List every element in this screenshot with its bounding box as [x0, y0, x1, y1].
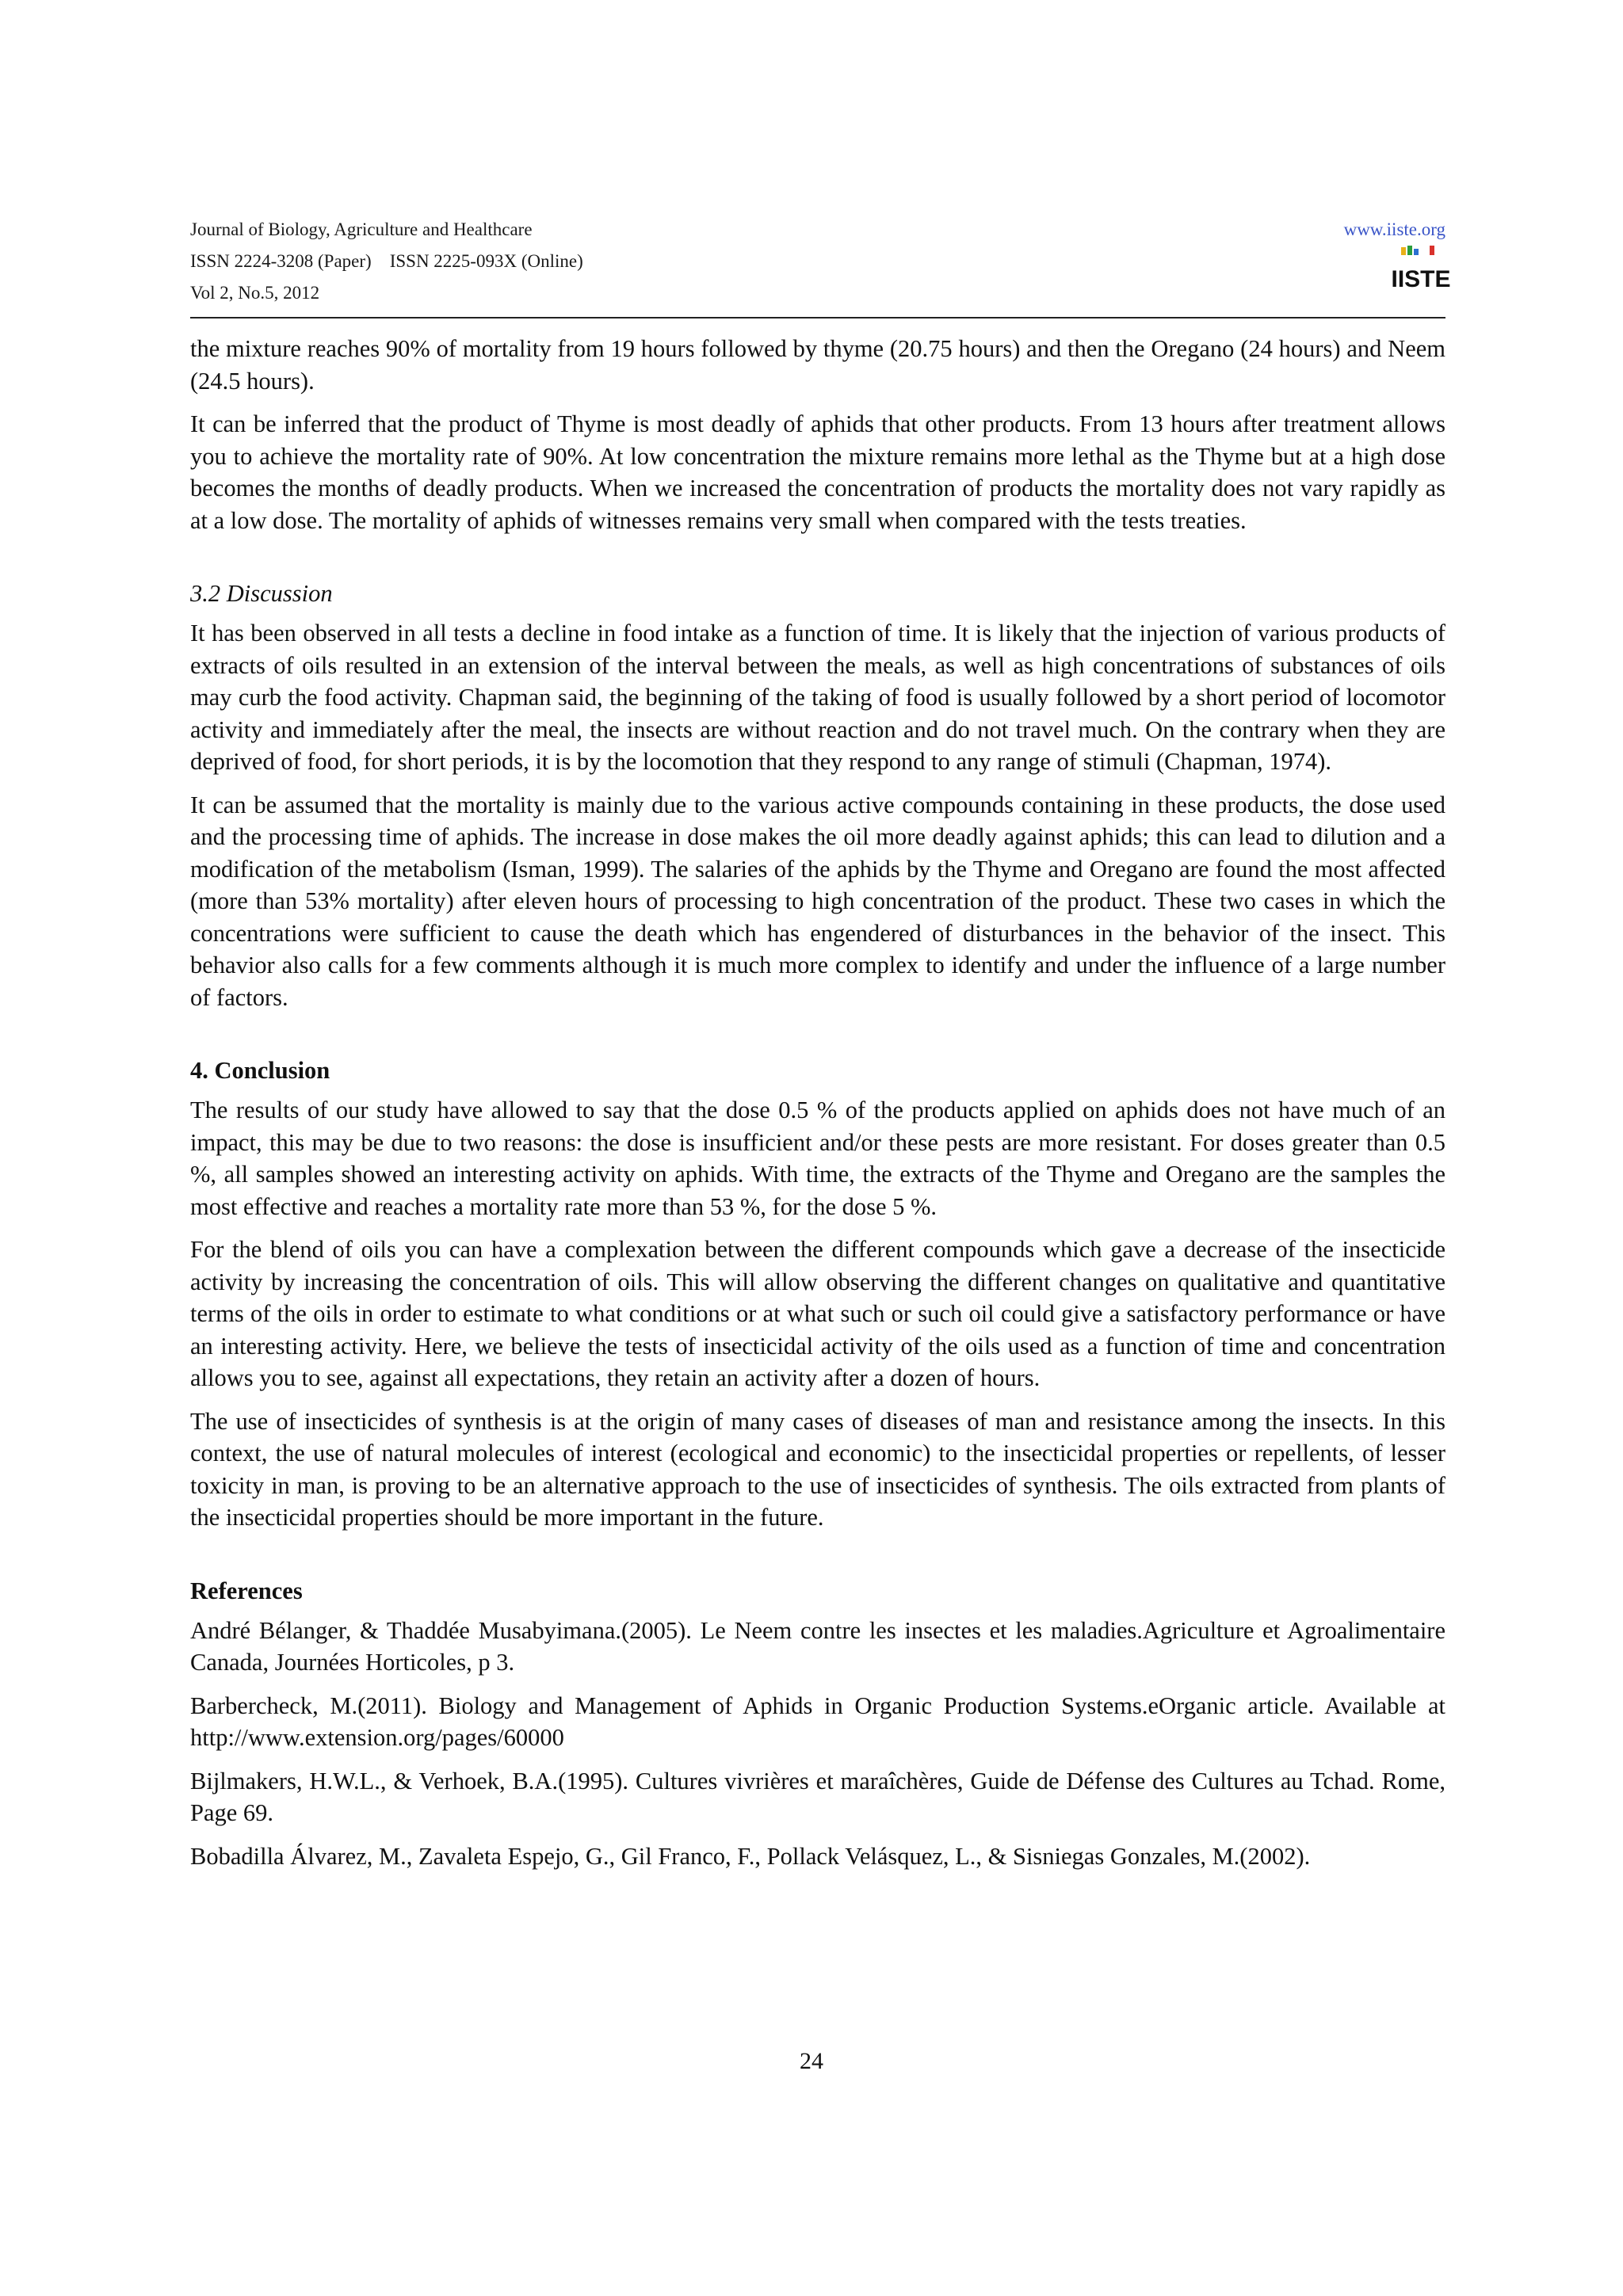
references-heading: References: [190, 1577, 303, 1604]
conclusion-paragraph-3: The use of insecticides of synthesis is at the origin of many cases of diseases of man and resistance among the insects. In this context, the use of natural molecules of interest (ecological and economic) to the insecticidal properties or repellents, of lesser toxicity in man, is proving to be an alternative approach to the use of insecticides of synthesis. The oils extracted from plants of the insecticidal properties should be more important in the future.: [190, 1407, 1445, 1531]
reference-item: Bijlmakers, H.W.L., & Verhoek, B.A.(1995). Cultures vivrières et maraîchères, Guide de Défense des Cultures au Tchad. Rome, Page 69.: [190, 1767, 1445, 1826]
conclusion-heading: 4. Conclusion: [190, 1057, 330, 1084]
iiste-logo: [1391, 242, 1451, 293]
page-header: [190, 214, 1451, 317]
journal-url-link[interactable]: www.iiste.org: [1343, 219, 1445, 239]
intro-paragraph-1: the mixture reaches 90% of mortality from 19 hours followed by thyme (20.75 hours) and then the Oregano (24 hours) and Neem (24.5 hours).: [190, 335, 1445, 395]
conclusion-paragraph-1: The results of our study have allowed to say that the dose 0.5 % of the products applied on aphids does not have much of an impact, this may be due to two reasons: the dose is insufficient and/or these pests are more resistant. For doses greater than 0.5 %, all samples showed an interesting activity on aphids. With time, the extracts of the Thyme and Oregano are the samples the most effective and reaches a mortality rate more than 53 %, for the dose 5 %.: [190, 1097, 1445, 1220]
logo-text: IISTE: [1391, 266, 1451, 292]
journal-volume: Vol 2, No.5, 2012: [190, 283, 320, 303]
header-divider: [190, 317, 1445, 318]
journal-issn: ISSN 2224-3208 (Paper) ISSN 2225-093X (Online): [190, 251, 583, 271]
reference-item: Barbercheck, M.(2011). Biology and Management of Aphids in Organic Production Systems.eOrganic article. Available at http://www.extension.org/pages/60000: [190, 1691, 1445, 1751]
reference-item: André Bélanger, & Thaddée Musabyimana.(2005). Le Neem contre les insectes et les maladies.Agriculture et Agroalimentaire Canada, Journées Horticoles, p 3.: [190, 1616, 1445, 1676]
intro-paragraph-2: It can be inferred that the product of Thyme is most deadly of aphids that other products. From 13 hours after treatment allows you to achieve the mortality rate of 90%. At low concentration the mixture remains more lethal as the Thyme but at a high dose becomes the months of deadly products. When we increased the concentration of products the mortality does not vary rapidly as at a low dose. The mortality of aphids of witnesses remains very small when compared with the tests treaties.: [190, 410, 1445, 534]
conclusion-paragraph-2: For the blend of oils you can have a complexation between the different compounds which gave a decrease of the insecticide activity by increasing the concentration of oils. This will allow observing the different changes on qualitative and quantitative terms of the oils in order to estimate to what conditions or at what such or such oil could give a satisfactory performance or have an interesting activity. Here, we believe the tests of insecticidal activity of the oils used as a function of time and concentration allows you to see, against all expectations, they retain an activity after a dozen of hours.: [190, 1236, 1445, 1391]
discussion-heading: 3.2 Discussion: [190, 580, 333, 607]
discussion-paragraph-1: It has been observed in all tests a decline in food intake as a function of time. It is likely that the injection of various products of extracts of oils resulted in an extension of the interval between the meals, as well as high concentrations of substances of oils may curb the food activity. Chapman said, the beginning of the taking of food is usually followed by a short period of locomotor activity and immediately after the meal, the insects are without reaction and do not travel much. On the contrary when they are deprived of food, for short periods, it is by the locomotion that they respond to any range of stimuli (Chapman, 1974).: [190, 620, 1445, 775]
discussion-paragraph-2: It can be assumed that the mortality is mainly due to the various active compounds containing in these products, the dose used and the processing time of aphids. The increase in dose makes the oil more deadly against aphids; this can lead to dilution and a modification of the metabolism (Isman, 1999). The salaries of the aphids by the Thyme and Oregano are found the most affected (more than 53% mortality) after eleven hours of processing to high concentration of the product. These two cases in which the concentrations were sufficient to cause the death which has engendered of disturbances in the behavior of the insect. This behavior also calls for a few comments although it is much more complex to identify and under the influence of a large number of factors.: [190, 791, 1445, 1011]
journal-title: Journal of Biology, Agriculture and Healthcare: [190, 219, 533, 239]
page-number: 24: [800, 2048, 823, 2074]
reference-item: Bobadilla Álvarez, M., Zavaleta Espejo, G., Gil Franco, F., Pollack Velásquez, L., & Sisniegas Gonzales, M.(2002).: [190, 1842, 1311, 1870]
article-body: [190, 333, 1445, 1883]
